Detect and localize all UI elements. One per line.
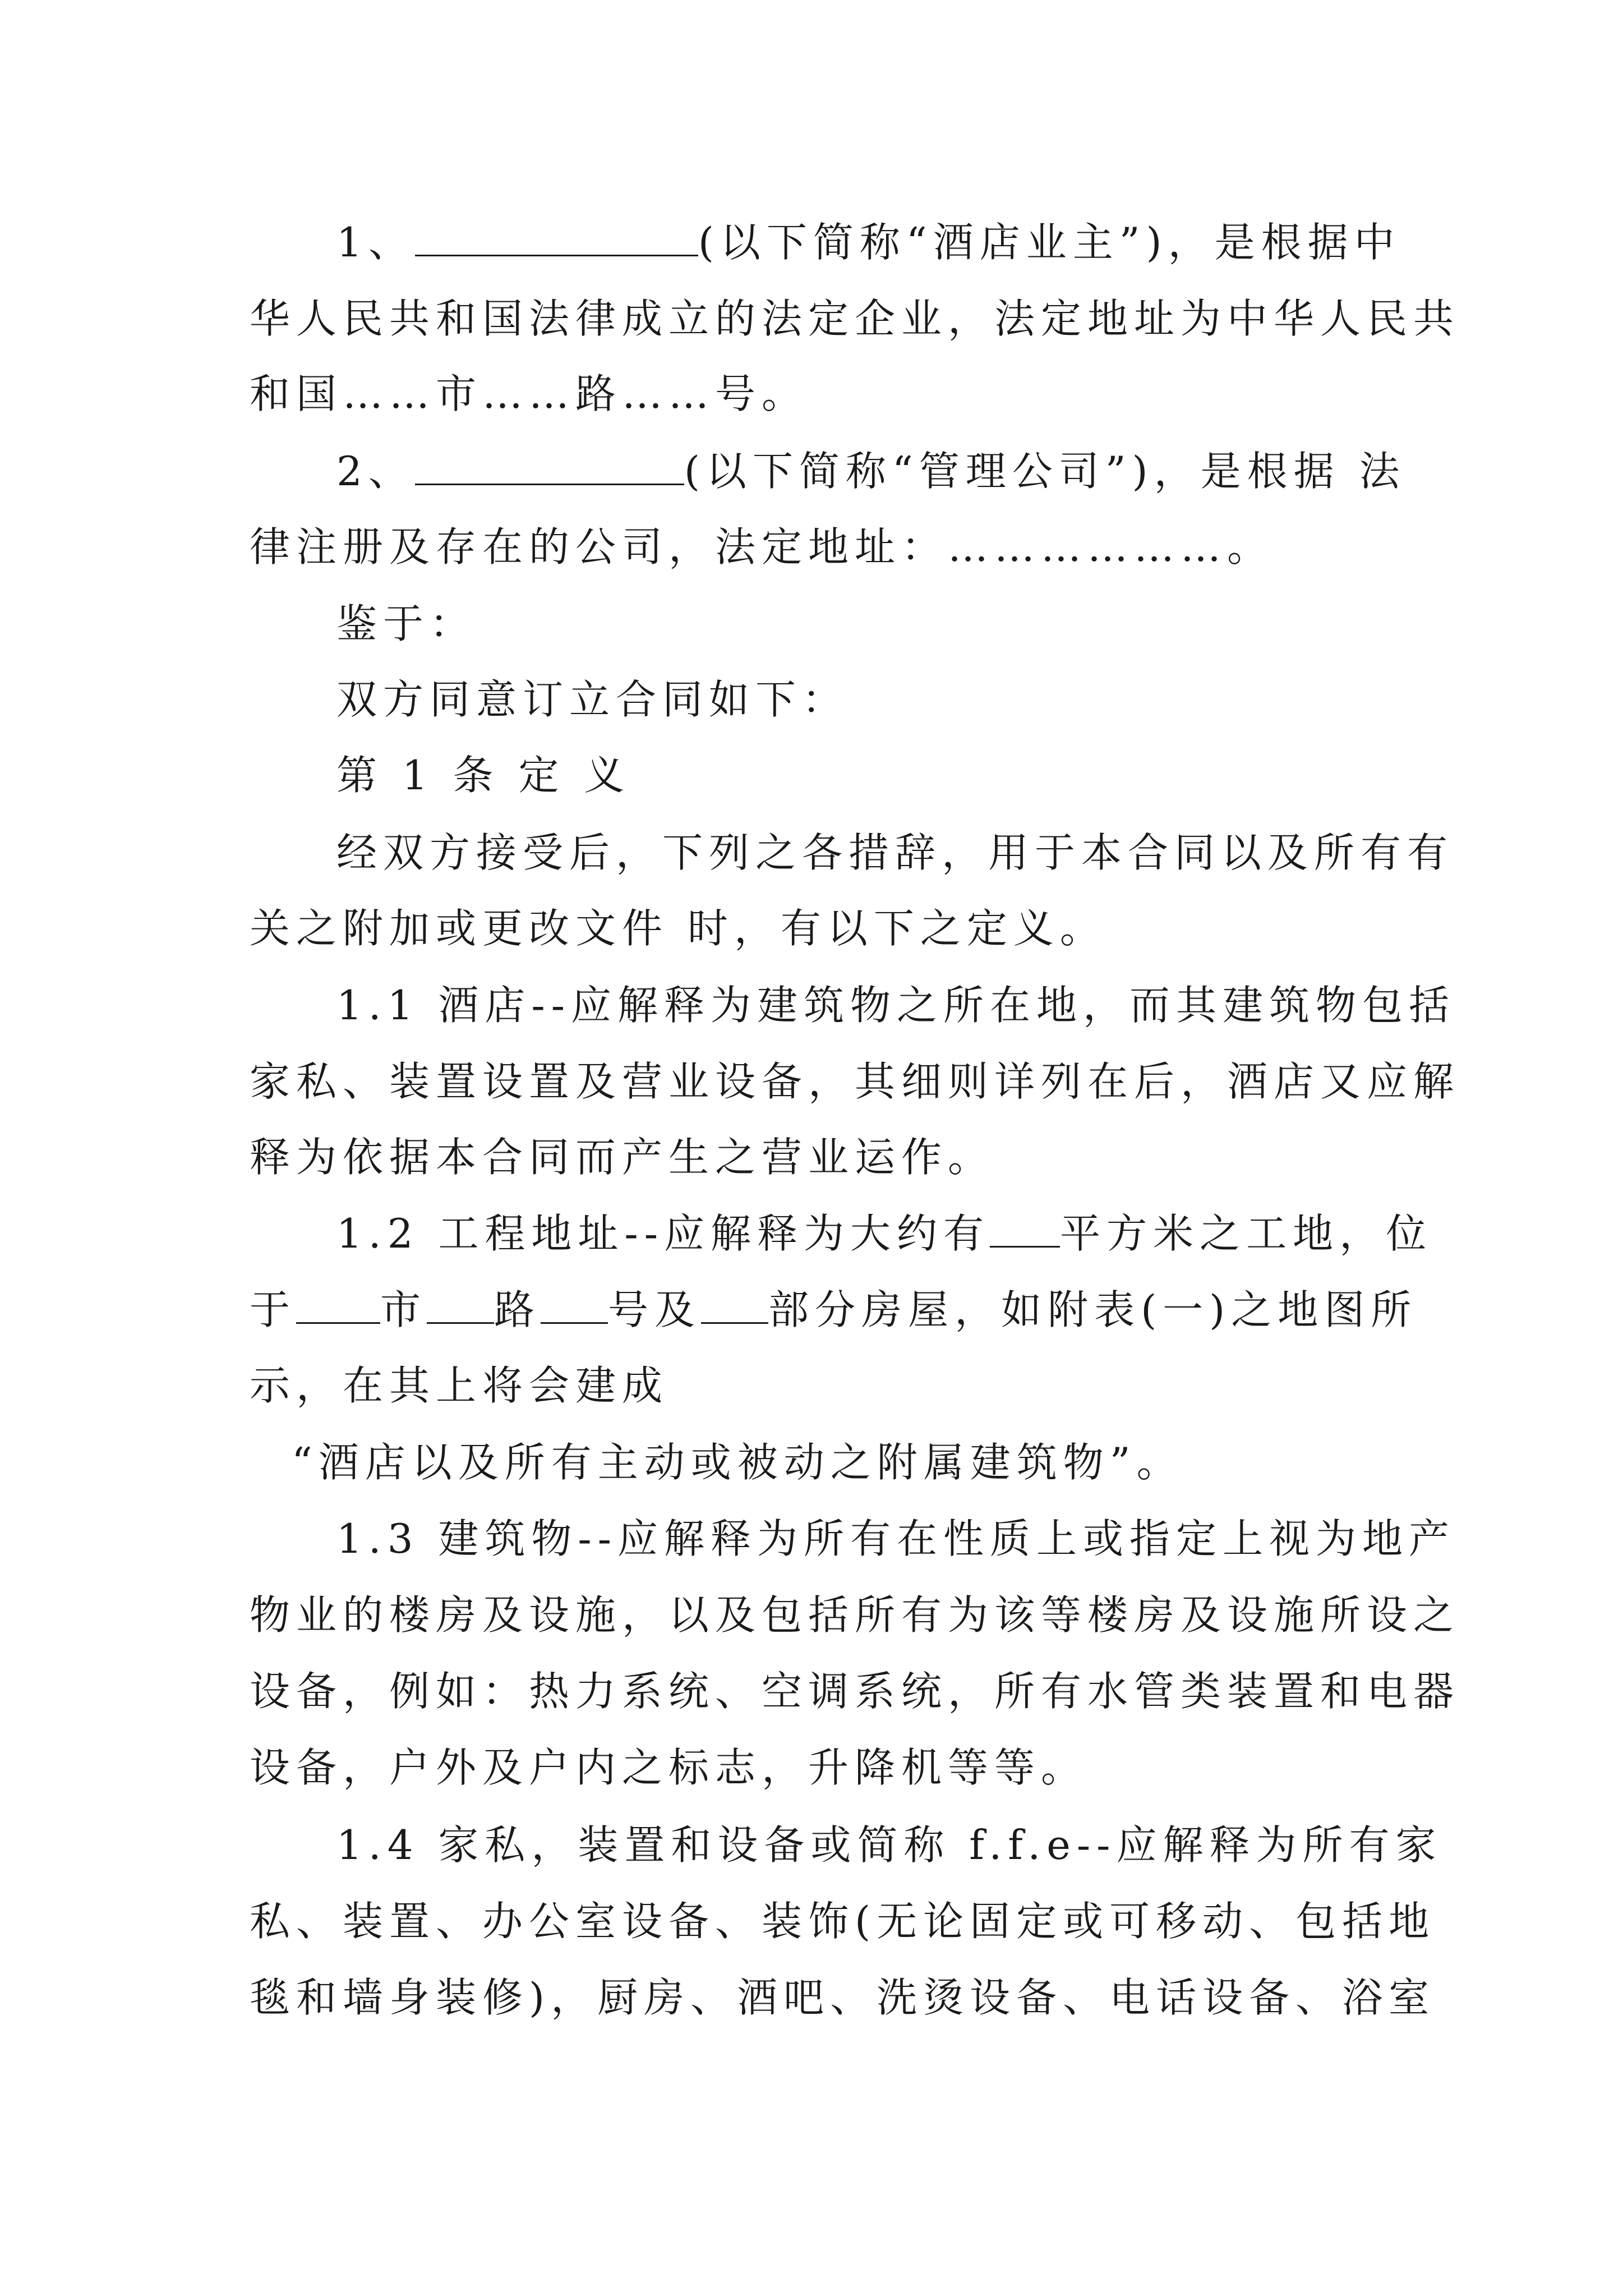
clause-number: 1、 — [336, 219, 415, 266]
text-line: 1.4 家私，装置和设备或简称 f.f.e--应解释为所有家 — [336, 1821, 1442, 1869]
text-line: 于 市 路 号及 部分房屋，如附表(一)之地图所 — [250, 1286, 1418, 1333]
text-line: 1.3 建筑物--应解释为所有在性质上或指定上视为地产 — [336, 1515, 1456, 1562]
blank-line — [541, 1285, 608, 1324]
text-line: 物业的楼房及设施，以及包括所有为该等楼房及设施所设之 — [250, 1591, 1460, 1639]
text-line: “酒店以及所有主动或被动之附属建筑物”。 — [292, 1439, 1183, 1486]
text-line: 私、装置、办公室设备、装饰(无论固定或可移动、包括地 — [250, 1898, 1436, 1945]
blank-line — [701, 1285, 768, 1324]
text-line: 华人民共和国法律成立的法定企业，法定地址为中华人民共 — [250, 295, 1460, 342]
blank-line — [296, 1285, 380, 1324]
text-line: 双方同意订立合同如下： — [336, 676, 849, 723]
text-line: 鉴于： — [336, 600, 477, 647]
text-line: 释为依据本合同而产生之营业运作。 — [250, 1134, 995, 1181]
text-line: 1.1 酒店--应解释为建筑物之所在地，而其建筑物包括 — [336, 982, 1456, 1029]
article-heading: 第 1 条 定 义 — [336, 752, 631, 799]
clause-number: 2、 — [336, 448, 415, 495]
text-line: 1、 (以下简称“酒店业主”)，是根据中 — [336, 219, 1401, 266]
text-line: 经双方接受后，下列之各措辞，用于本合同以及所有有 — [336, 829, 1454, 876]
text-line: 设备，户外及户内之标志，升降机等等。 — [250, 1744, 1088, 1791]
text-line: 律注册及存在的公司，法定地址：………………。 — [250, 523, 1274, 570]
text-line: 2、 (以下简称“管理公司”)，是根据 法 — [336, 448, 1406, 495]
blank-line — [415, 447, 684, 485]
blank-line — [415, 218, 698, 256]
text-line: 家私、装置设置及营业设备，其细则详列在后，酒店又应解 — [250, 1058, 1460, 1105]
blank-line — [990, 1209, 1060, 1248]
text-line: 1.2 工程地址--应解释为大约有 平方米之工地，位 — [336, 1210, 1433, 1257]
text-line: 示，在其上将会建成 — [250, 1362, 669, 1409]
text-line: 和国……市……路……号。 — [250, 370, 809, 417]
blank-line — [427, 1285, 494, 1324]
text-line: 毯和墙身装修)，厨房、酒吧、洗烫设备、电话设备、浴室 — [250, 1974, 1436, 2021]
text-line: 关之附加或更改文件 时，有以下之定义。 — [250, 905, 1106, 952]
text-line: 设备，例如：热力系统、空调系统，所有水管类装置和电器 — [250, 1668, 1460, 1715]
